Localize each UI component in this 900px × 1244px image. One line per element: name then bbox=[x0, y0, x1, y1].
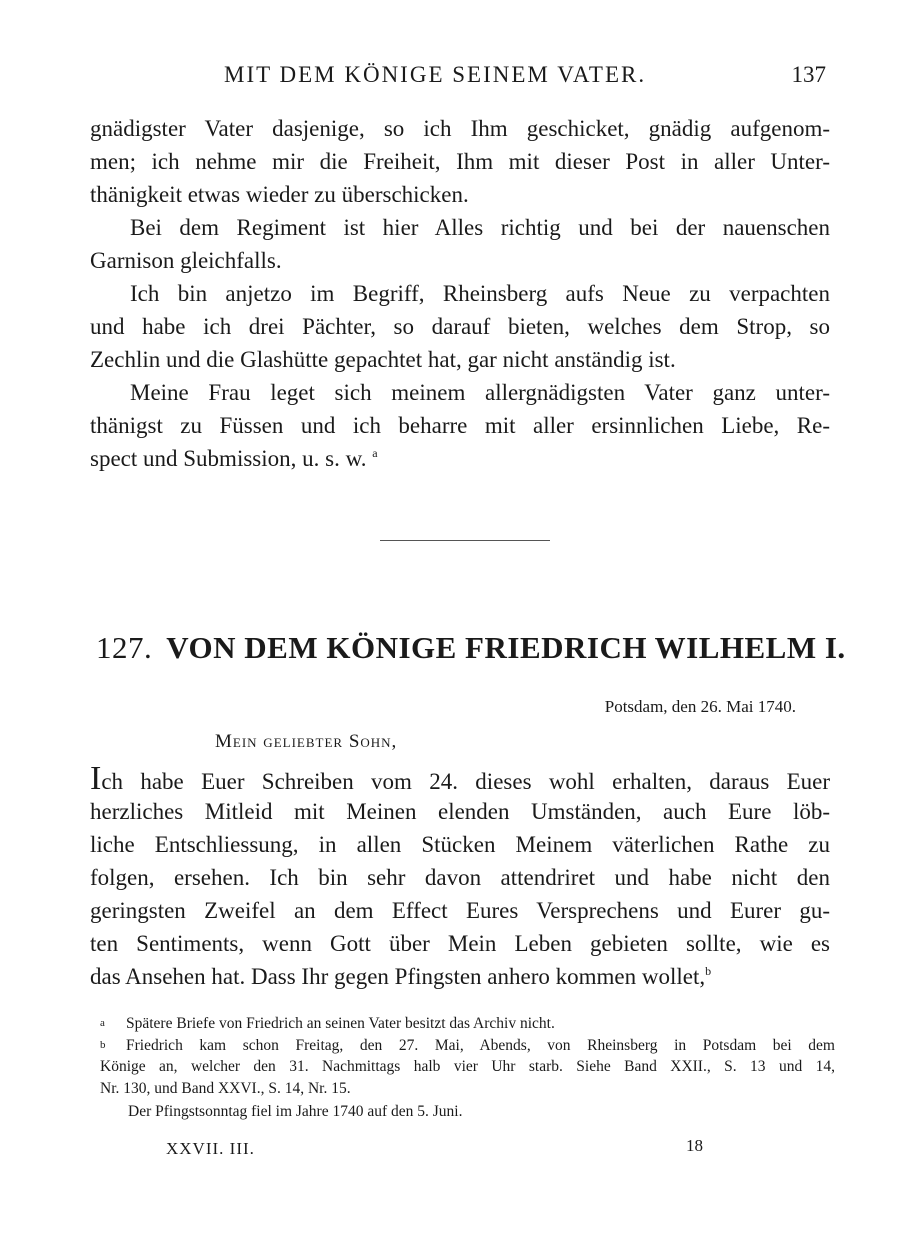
salutation bbox=[215, 731, 397, 753]
closing-text: spect und Submission, u. s. w. bbox=[90, 446, 367, 471]
footnote-text: Könige an, welcher den 31. Nachmittags halb vier Uhr starb. Siehe Band XXII., S. 13 und 14, bbox=[100, 1058, 835, 1075]
footnote-text: Nr. 130, und Band XXVI., S. 14, Nr. 15. bbox=[100, 1080, 351, 1097]
text-line: Bei dem Regiment ist hier Alles richtig und bei der nauenschen bbox=[130, 215, 830, 240]
footnote-mark: a bbox=[100, 1017, 105, 1029]
footnote-b bbox=[100, 1034, 835, 1100]
text-line: thänigkeit etwas wieder zu überschicken. bbox=[90, 182, 469, 207]
text-line: und habe ich drei Pächter, so darauf bieten, welches dem Strop, so bbox=[90, 314, 830, 339]
footnote-ref-b[interactable]: b bbox=[705, 964, 712, 978]
sheet-number: 18 bbox=[686, 1136, 703, 1155]
footnote-text: Friedrich kam schon Freitag, den 27. Mai, Abends, von Rheinsberg in Potsdam bei dem bbox=[126, 1037, 835, 1054]
letter-heading bbox=[96, 630, 846, 666]
footnote-mark: b bbox=[100, 1039, 106, 1051]
text-line: liche Entschliessung, in allen Stücken Meinem väterlichen Rathe zu bbox=[90, 832, 830, 857]
footnote-a bbox=[100, 1012, 835, 1034]
footnote-text: Der Pfingstsonntag fiel im Jahre 1740 auf den 5. Juni. bbox=[128, 1103, 463, 1120]
text-line: folgen, ersehen. Ich bin sehr davon attendriret und habe nicht den bbox=[90, 865, 830, 890]
text-line: ten Sentiments, wenn Gott über Mein Leben gebieten sollte, wie es bbox=[90, 931, 830, 956]
text-line: thänigst zu Füssen und ich beharre mit aller ersinnlichen Liebe, Re- bbox=[90, 413, 830, 438]
first-line-text: ch habe Euer Schreiben vom 24. dieses wohl erhalten, daraus Euer bbox=[101, 769, 830, 794]
section-divider bbox=[380, 540, 550, 541]
letter-body bbox=[90, 762, 830, 993]
text-line: Meine Frau leget sich meinem allergnädigsten Vater ganz unter- bbox=[130, 380, 830, 405]
dateline: Potsdam, den 26. Mai 1740. bbox=[604, 697, 796, 716]
previous-letter-text bbox=[90, 112, 830, 475]
text-line: geringsten Zweifel an dem Effect Eures Versprechens und Eurer gu- bbox=[90, 898, 830, 923]
sheet-signature: XXVII. III. bbox=[166, 1139, 255, 1158]
text-line: herzliches Mitleid mit Meinen elenden Umständen, auch Eure löb- bbox=[90, 799, 830, 824]
text-line bbox=[90, 960, 830, 993]
text-line bbox=[90, 762, 830, 795]
salutation-text: Mein geliebter Sohn, bbox=[215, 731, 398, 752]
footnote-c bbox=[128, 1101, 863, 1123]
running-head bbox=[90, 62, 830, 98]
page-number: 137 bbox=[791, 62, 826, 87]
last-line-text: das Ansehen hat. Dass Ihr gegen Pfingsten anhero kommen wollet, bbox=[90, 964, 706, 989]
text-line bbox=[90, 442, 830, 475]
running-title: MIT DEM KÖNIGE SEINEM VATER. bbox=[224, 62, 647, 87]
drop-cap: I bbox=[90, 762, 102, 795]
text-line: Ich bin anjetzo im Begriff, Rheinsberg aufs Neue zu verpachten bbox=[130, 281, 830, 306]
footnote-text: Spätere Briefe von Friedrich an seinen Vater besitzt das Archiv nicht. bbox=[126, 1015, 555, 1032]
letter-title: VON DEM KÖNIGE FRIEDRICH WILHELM I. bbox=[166, 630, 846, 665]
footnote-ref-a[interactable]: a bbox=[372, 446, 378, 460]
text-line: Garnison gleichfalls. bbox=[90, 248, 282, 273]
text-line: Zechlin und die Glashütte gepachtet hat, gar nicht anständig ist. bbox=[90, 347, 676, 372]
letter-number: 127. bbox=[96, 630, 153, 665]
text-line: gnädigster Vater dasjenige, so ich Ihm geschicket, gnädig aufgenom- bbox=[90, 116, 830, 141]
text-line: men; ich nehme mir die Freiheit, Ihm mit dieser Post in aller Unter- bbox=[90, 149, 830, 174]
